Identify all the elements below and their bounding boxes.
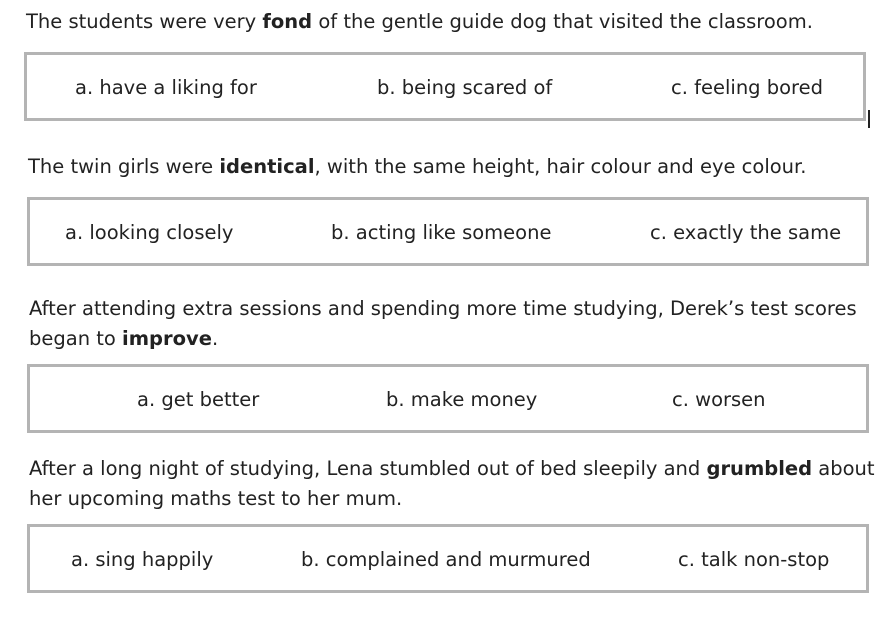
question-4-option-b[interactable]: b. complained and murmured [301, 548, 591, 571]
question-2-option-b[interactable]: b. acting like someone [331, 221, 552, 244]
question-4-option-c[interactable]: c. talk non-stop [678, 548, 830, 571]
question-1-option-b[interactable]: b. being scared of [377, 76, 553, 99]
question-3-option-b[interactable]: b. make money [386, 388, 538, 411]
question-1-options-box [24, 52, 866, 121]
question-2-option-a[interactable]: a. looking closely [65, 221, 234, 244]
question-4-options-box [27, 524, 869, 593]
question-3-sentence-line-1: After attending extra sessions and spending more time studying, Derek’s test scores [29, 297, 857, 320]
question-2-options-box [27, 197, 869, 266]
question-1-option-c[interactable]: c. feeling bored [671, 76, 824, 99]
question-2-sentence: The twin girls were identical, with the same height, hair colour and eye colour. [28, 155, 807, 178]
question-1-option-a[interactable]: a. have a liking for [75, 76, 257, 99]
question-3-options-box [27, 364, 869, 433]
question-2-option-c[interactable]: c. exactly the same [650, 221, 842, 244]
question-3-option-a[interactable]: a. get better [137, 388, 260, 411]
question-4-option-a[interactable]: a. sing happily [71, 548, 214, 571]
target-word-2: identical [219, 155, 315, 178]
target-word-4: grumbled [706, 457, 813, 480]
question-3-sentence-line-2: began to improve. [29, 327, 219, 350]
question-1-sentence: The students were very fond of the gentle guide dog that visited the classroom. [26, 10, 813, 33]
question-4-sentence-line-1: After a long night of studying, Lena stumbled out of bed sleepily and grumbled about [29, 457, 875, 480]
question-3-option-c[interactable]: c. worsen [672, 388, 766, 411]
text-cursor [868, 110, 870, 128]
question-4-sentence-line-2: her upcoming maths test to her mum. [29, 487, 403, 510]
target-word-3: improve [122, 327, 212, 350]
target-word-1: fond [262, 10, 313, 33]
